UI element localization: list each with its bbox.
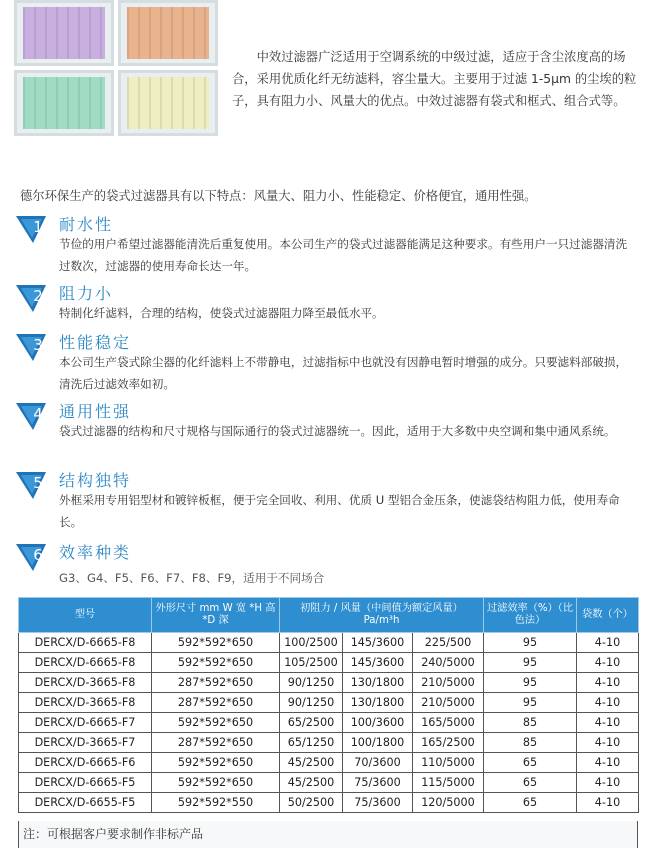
cell-bags: 4-10 (577, 773, 639, 793)
table-row (19, 713, 639, 733)
cell-bags: 4-10 (577, 693, 639, 713)
table-row (19, 653, 639, 673)
cell-initial: 65/2500 (280, 713, 343, 733)
number-badge-icon: 5 (16, 470, 50, 500)
cell-size: 287*592*650 (152, 673, 280, 693)
orange-bag-filter-image (118, 0, 218, 66)
cell-rated: 100/1800 (343, 733, 413, 753)
cell-efficiency: 95 (484, 633, 577, 653)
cell-initial: 45/2500 (280, 773, 343, 793)
number-badge-icon: 3 (16, 332, 50, 362)
number-badge-icon: 6 (16, 542, 50, 572)
number-badge-icon: 1 (16, 214, 50, 244)
table-row (19, 673, 639, 693)
cell-size: 592*592*650 (152, 713, 280, 733)
cell-size: 287*592*650 (152, 693, 280, 713)
cell-bags: 4-10 (577, 753, 639, 773)
table-row (19, 633, 639, 653)
feature-desc: 特制化纤滤料，合理的结构，使袋式过滤器阻力降至最低水平。 (59, 306, 384, 320)
cell-final: 210/5000 (413, 673, 484, 693)
lead-text: 德尔环保生产的袋式过滤器具有以下特点：风量大、阻力小、性能稳定、价格便宜，通用性强。 (20, 189, 537, 203)
table-row (19, 773, 639, 793)
feature-desc: 节俭的用户希望过滤器能清洗后重复使用。本公司生产的袋式过滤器能满足这种要求。有些用户一只过滤器清洗过数次，过滤器的使用寿命长达一年。 (59, 237, 628, 273)
cell-rated: 130/1800 (343, 693, 413, 713)
cell-rated: 75/3600 (343, 773, 413, 793)
header-size: 外形尺寸 mm W 宽 *H 高 *D 深 (152, 598, 280, 633)
cell-bags: 4-10 (577, 653, 639, 673)
feature-title: 性能稳定 (59, 333, 132, 352)
cell-initial: 45/2500 (280, 753, 343, 773)
cell-model: DERCX/D-6665-F8 (19, 653, 152, 673)
cell-final: 165/5000 (413, 713, 484, 733)
cell-model: DERCX/D-6665-F5 (19, 773, 152, 793)
cell-size: 592*592*650 (152, 773, 280, 793)
cell-efficiency: 65 (484, 793, 577, 813)
cell-rated: 130/1800 (343, 673, 413, 693)
purple-bag-filter-image (14, 0, 114, 66)
cell-efficiency: 85 (484, 713, 577, 733)
cell-final: 110/5000 (413, 753, 484, 773)
table-header-row (19, 598, 639, 633)
cell-efficiency: 95 (484, 693, 577, 713)
spec-table (18, 597, 639, 813)
cell-initial: 65/1250 (280, 733, 343, 753)
cell-model: DERCX/D-6665-F6 (19, 753, 152, 773)
feature-title: 阻力小 (59, 284, 114, 303)
feature-title: 通用性强 (59, 402, 132, 421)
cell-bags: 4-10 (577, 733, 639, 753)
table-row (19, 793, 639, 813)
cell-rated: 145/3600 (343, 653, 413, 673)
product-header (0, 0, 652, 150)
intro-paragraph: 中效过滤器广泛适用于空调系统的中级过滤，适应于含尘浓度高的场合，采用优质化纤无纺滤料，容尘量大。主要用于过滤 1-5μm 的尘埃的粒子，具有阻力小、风量大的优点。中效过滤器有袋式和框式、组合式等。 (232, 50, 637, 108)
cell-efficiency: 95 (484, 653, 577, 673)
cell-size: 592*592*650 (152, 633, 280, 653)
cell-model: DERCX/D-3665-F8 (19, 693, 152, 713)
cell-initial: 90/1250 (280, 693, 343, 713)
feature-title: 耐水性 (59, 215, 114, 234)
cell-efficiency: 95 (484, 673, 577, 693)
table-note: 注：可根据客户要求制作非标产品 (18, 821, 638, 848)
number-badge-icon: 2 (16, 283, 50, 313)
cell-model: DERCX/D-3665-F8 (19, 673, 152, 693)
cell-initial: 105/2500 (280, 653, 343, 673)
header-efficiency: 过滤效率（%）（比色法） (484, 598, 577, 633)
cell-bags: 4-10 (577, 673, 639, 693)
cell-final: 115/5000 (413, 773, 484, 793)
table-row (19, 693, 639, 713)
number-badge-icon: 4 (16, 401, 50, 431)
cell-size: 592*592*650 (152, 653, 280, 673)
cell-bags: 4-10 (577, 793, 639, 813)
cell-size: 592*592*650 (152, 753, 280, 773)
cell-final: 240/5000 (413, 653, 484, 673)
cell-model: DERCX/D-3665-F7 (19, 733, 152, 753)
cell-model: DERCX/D-6665-F8 (19, 633, 152, 653)
cell-initial: 50/2500 (280, 793, 343, 813)
cell-model: DERCX/D-6655-F5 (19, 793, 152, 813)
cell-final: 120/5000 (413, 793, 484, 813)
feature-desc: 本公司生产袋式除尘器的化纤滤料上不带静电，过滤指标中也就没有因静电暂时增强的成分。只要滤料部破损，清洗后过滤效率如初。 (59, 355, 628, 391)
cell-final: 165/2500 (413, 733, 484, 753)
cream-bag-filter-image (118, 70, 218, 136)
cell-rated: 70/3600 (343, 753, 413, 773)
cell-initial: 100/2500 (280, 633, 343, 653)
table-row (19, 753, 639, 773)
feature-desc: 外框采用专用铝型材和镀锌板框，便于完全回收、利用、优质 U 型铝合金压条，使滤袋结构阻力低，使用寿命长。 (59, 493, 620, 529)
table-row (19, 733, 639, 753)
cell-rated: 100/3600 (343, 713, 413, 733)
cell-initial: 90/1250 (280, 673, 343, 693)
filter-product-photos (14, 0, 219, 140)
cell-bags: 4-10 (577, 713, 639, 733)
feature-title: 效率种类 (59, 543, 132, 562)
feature-desc: G3、G4、F5、F6、F7、F8、F9，适用于不同场合 (59, 571, 325, 585)
cell-final: 210/5000 (413, 693, 484, 713)
green-bag-filter-image (14, 70, 114, 136)
cell-size: 592*592*550 (152, 793, 280, 813)
cell-model: DERCX/D-6665-F7 (19, 713, 152, 733)
header-bags: 袋数（个） (577, 598, 639, 633)
cell-rated: 75/3600 (343, 793, 413, 813)
feature-title: 结构独特 (59, 471, 132, 490)
cell-efficiency: 65 (484, 773, 577, 793)
header-resistance: 初阻力 / 风量（中间值为额定风量） Pa/m³h (280, 598, 484, 633)
cell-efficiency: 65 (484, 753, 577, 773)
cell-rated: 145/3600 (343, 633, 413, 653)
feature-desc: 袋式过滤器的结构和尺寸规格与国际通行的袋式过滤器统一。因此，适用于大多数中央空调和集中通风系统。 (59, 424, 616, 438)
cell-size: 287*592*650 (152, 733, 280, 753)
header-model: 型号 (19, 598, 152, 633)
cell-efficiency: 85 (484, 733, 577, 753)
cell-final: 225/500 (413, 633, 484, 653)
cell-bags: 4-10 (577, 633, 639, 653)
spec-table-container (18, 597, 638, 813)
